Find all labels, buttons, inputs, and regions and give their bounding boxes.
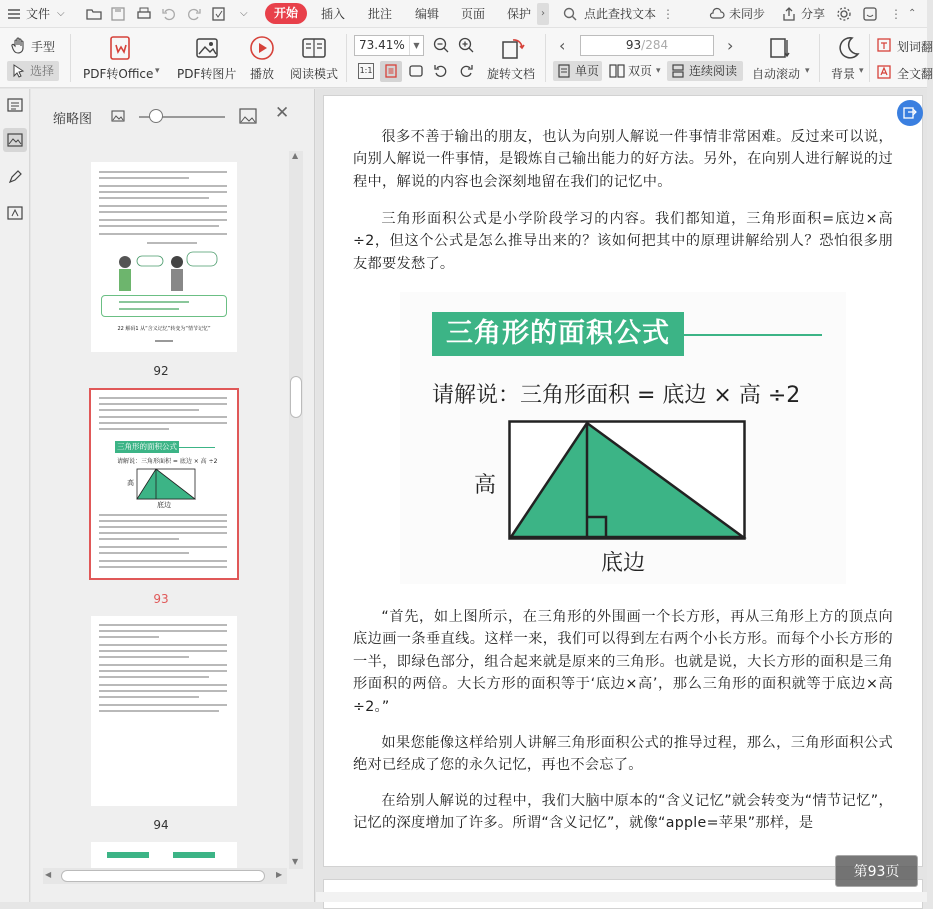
- large-image-icon[interactable]: [239, 107, 257, 125]
- close-icon[interactable]: ✕: [275, 103, 290, 123]
- auto-scroll-icon[interactable]: [765, 34, 793, 62]
- share-icon[interactable]: [781, 6, 797, 22]
- thumbnail-page-94[interactable]: [91, 616, 237, 806]
- zoom-level-select[interactable]: [354, 35, 424, 56]
- pdf-to-image-icon[interactable]: [193, 34, 221, 62]
- fit-page-icon: [383, 63, 399, 79]
- floating-tool-button[interactable]: [897, 100, 923, 126]
- continuous-read-button[interactable]: [667, 61, 743, 81]
- thumbnail-page-number: 94: [153, 818, 169, 832]
- continuous-read-label: 连续阅读: [689, 64, 738, 78]
- bookmark-outline-button[interactable]: [3, 93, 27, 117]
- search-box[interactable]: 点此查找文本: [584, 7, 657, 21]
- chevron-down-icon[interactable]: ▼: [409, 36, 423, 55]
- pdf-to-office-icon[interactable]: [107, 34, 135, 62]
- moon-background-icon[interactable]: [834, 34, 862, 62]
- scroll-down-icon[interactable]: ▼: [292, 857, 299, 866]
- open-folder-icon[interactable]: [86, 6, 102, 22]
- thumbnail-page-92[interactable]: [91, 162, 237, 352]
- thumbnail-image-icon: [7, 132, 23, 148]
- rotate-left-icon[interactable]: [433, 63, 449, 79]
- settings-gear-icon[interactable]: [836, 6, 852, 22]
- thumbnail-figure-formula: 请解说：三角形面积 = 底边 × 高 ÷2: [117, 458, 218, 465]
- page-indicator-badge: 第93页: [835, 855, 918, 887]
- more-vertical-icon[interactable]: ⋮: [662, 7, 674, 21]
- tab-page[interactable]: 页面: [461, 7, 486, 21]
- hand-tool-icon[interactable]: [10, 36, 28, 54]
- menu-file[interactable]: 文件: [26, 7, 51, 21]
- paragraph: 在给别人解说的过程中，我们大脑中原本的“含义记忆”就会转变为“情节记忆”，记忆的深度增加了许多。所谓“含义记忆”，就像“apple=苹果”那样，是: [353, 793, 893, 832]
- single-page-label: 单页: [575, 64, 600, 78]
- double-page-button[interactable]: [607, 61, 665, 81]
- single-page-icon: [557, 64, 571, 78]
- chevron-down-icon[interactable]: ⌵: [57, 8, 65, 19]
- collapse-ribbon-icon[interactable]: ⌃: [908, 8, 917, 19]
- pdf-to-image-button[interactable]: PDF转图片: [177, 67, 237, 81]
- figure-title: 三角形的面积公式: [446, 318, 670, 349]
- pdf-to-office-button[interactable]: PDF转Office: [83, 67, 154, 81]
- previous-page-icon[interactable]: ‹: [559, 36, 566, 55]
- scroll-up-icon[interactable]: ▲: [292, 151, 299, 160]
- thumbnail-page-93[interactable]: [89, 388, 239, 580]
- thumbnail-figure-height: 高: [127, 479, 134, 487]
- thumbnail-figure-title: 三角形的面积公式: [117, 442, 177, 451]
- share-button[interactable]: 分享: [801, 7, 826, 21]
- triangle-rectangle-diagram: [508, 420, 746, 540]
- hand-tool-label[interactable]: 手型: [31, 40, 56, 54]
- select-tool-label: 选择: [30, 64, 55, 78]
- status-bar: [316, 892, 927, 902]
- small-image-icon[interactable]: [111, 109, 125, 123]
- pen-annotation-icon: [7, 169, 23, 185]
- thumbnail-page-number: 92: [153, 364, 169, 378]
- page-total: /284: [641, 38, 669, 52]
- chevron-down-icon: ▾: [656, 66, 661, 76]
- format-convert-icon[interactable]: [211, 6, 227, 22]
- separator: [819, 34, 820, 82]
- paragraph: 如果您能像这样给别人讲解三角形面积公式的推导过程，那么，三角形面积公式绝对已经成了您的永久记忆，再也不会忘了。: [353, 735, 893, 774]
- rotate-right-icon[interactable]: [458, 63, 474, 79]
- outline-list-icon: [7, 97, 23, 113]
- read-mode-button[interactable]: 阅读模式: [290, 67, 339, 81]
- background-button[interactable]: 背景: [831, 67, 856, 81]
- figure-height-label: 高: [474, 473, 497, 498]
- read-mode-icon[interactable]: [300, 34, 328, 62]
- word-translate-icon[interactable]: [877, 37, 893, 53]
- play-button[interactable]: 播放: [250, 67, 275, 81]
- smiley-icon[interactable]: [862, 6, 878, 22]
- menu-bar: [0, 0, 927, 28]
- paragraph: 三角形面积公式是小学阶段学习的内容。我们都知道，三角形面积=底边×高÷2，但这个公式是怎么推导出来的？该如何把其中的原理讲解给别人？恐怕很多朋友都要发愁了。: [353, 211, 893, 272]
- document-page: [323, 95, 923, 867]
- thumbnail-page-95[interactable]: [91, 842, 237, 868]
- separator: [70, 34, 71, 82]
- ribbon-toolbar: [0, 28, 933, 88]
- full-translate-button[interactable]: 全文翻: [897, 67, 933, 81]
- continuous-read-icon: [671, 64, 685, 78]
- tab-protect[interactable]: 保护: [507, 7, 532, 21]
- thumbnail-figure-rule: [179, 447, 215, 448]
- annotation-panel-button[interactable]: [3, 165, 27, 189]
- cursor-arrow-icon: [12, 64, 26, 78]
- more-vertical-icon[interactable]: ⋮: [890, 7, 902, 21]
- separator: [869, 34, 870, 82]
- redo-icon[interactable]: [186, 6, 202, 22]
- thumbnail-horizontal-scrollbar[interactable]: [43, 868, 287, 884]
- page-current: 93: [625, 38, 642, 52]
- thumbnail-title: 缩略图: [53, 112, 93, 127]
- quick-access-chevron-icon[interactable]: ⌵: [240, 8, 248, 19]
- paragraph: “首先，如上图所示，在三角形的外围画一个长方形，再从三角形上方的顶点向底边画一条垂直线。这样一来，我们可以得到左右两个小长方形。而每个小长方形的一半，即绿色部分，组合起来就是原来的三角形。也就是说，大长方形的面积是三角形面积的两倍。大长方形的面积等于‘底边×高’，那么三角形的面积就等于底边×高÷2。”: [353, 609, 893, 715]
- figure-title-box: [432, 312, 684, 356]
- tab-scroll-right-icon[interactable]: ›: [537, 3, 549, 25]
- thumbnail-vertical-scrollbar[interactable]: [289, 151, 303, 869]
- figure-title-rule: [684, 334, 822, 336]
- full-translate-icon[interactable]: [877, 64, 893, 80]
- zoom-level-value: 73.41%: [359, 38, 405, 52]
- thumbnail-illustration: [107, 250, 222, 298]
- rotate-document-button[interactable]: 旋转文档: [487, 67, 536, 81]
- separator: [346, 34, 347, 82]
- rotate-document-icon[interactable]: [499, 34, 527, 62]
- word-translate-button[interactable]: 划词翻: [897, 40, 933, 54]
- separator: [545, 34, 546, 82]
- actual-size-icon[interactable]: 1:1: [358, 63, 374, 79]
- left-tool-rail: [0, 89, 30, 902]
- scroll-left-icon[interactable]: ◀: [45, 870, 52, 879]
- convert-tool-icon: [903, 106, 917, 120]
- chevron-down-icon[interactable]: ▾: [859, 66, 864, 76]
- slider-handle[interactable]: [149, 109, 163, 123]
- tab-edit[interactable]: 编辑: [415, 7, 440, 21]
- chevron-down-icon[interactable]: ▾: [155, 66, 160, 76]
- triangle-area-figure: [400, 292, 846, 584]
- single-page-button[interactable]: [553, 61, 602, 81]
- menu-icon[interactable]: [6, 6, 22, 22]
- scroll-right-icon[interactable]: ▶: [276, 870, 283, 879]
- search-icon[interactable]: [562, 6, 578, 22]
- undo-icon[interactable]: [161, 6, 177, 22]
- print-icon[interactable]: [136, 6, 152, 22]
- paragraph: 很多不善于输出的朋友，也认为向别人解说一件事情非常困难。反过来可以说，向别人解说一件事情，是锻炼自己输出能力的好方法。另外，在向别人进行解说的过程中，解说的内容也会深刻地留在我们的记忆中。: [353, 129, 893, 190]
- next-page-icon[interactable]: ›: [727, 36, 734, 55]
- tab-annotate[interactable]: 批注: [368, 7, 393, 21]
- image-convert-icon: [7, 205, 23, 221]
- double-page-icon: [609, 64, 625, 78]
- figure-formula: 请解说：三角形面积 = 底边 × 高 ÷2: [432, 383, 801, 408]
- thumbnail-page-number-selected: 93: [153, 592, 169, 606]
- zoom-out-icon[interactable]: [433, 37, 450, 54]
- image-extract-button[interactable]: [3, 201, 27, 225]
- thumbnail-caption: 22 解码1 从“含义记忆”转变为“情节记忆”: [117, 326, 211, 332]
- thumbnail-horizontal-scroll-thumb[interactable]: [61, 870, 265, 882]
- thumbnail-panel-button[interactable]: [3, 128, 27, 152]
- thumbnail-vertical-scroll-thumb[interactable]: [290, 376, 302, 418]
- cloud-sync-icon[interactable]: [709, 6, 725, 22]
- thumbnail-callout: [101, 295, 227, 317]
- fit-width-icon[interactable]: [408, 63, 424, 79]
- thumbnail-figure-base: 底边: [157, 501, 171, 509]
- tab-insert[interactable]: 插入: [321, 7, 346, 21]
- thumbnail-panel: [31, 89, 315, 902]
- thumbnail-triangle-diagram: [136, 468, 196, 500]
- double-page-label: 双页: [628, 64, 653, 78]
- play-icon[interactable]: [248, 34, 276, 62]
- save-icon[interactable]: [110, 6, 126, 22]
- sync-status[interactable]: 未同步: [729, 7, 766, 21]
- chevron-down-icon[interactable]: ▾: [805, 66, 810, 76]
- document-view[interactable]: [316, 89, 927, 902]
- tab-start[interactable]: 开始: [265, 3, 307, 24]
- select-tool-button[interactable]: [7, 61, 59, 81]
- thumbnail-header: [31, 89, 315, 139]
- page-number-input[interactable]: [580, 35, 714, 56]
- zoom-in-icon[interactable]: [458, 37, 475, 54]
- auto-scroll-button[interactable]: 自动滚动: [752, 67, 801, 81]
- fit-page-button[interactable]: [380, 61, 402, 82]
- figure-base-label: 底边: [601, 551, 646, 576]
